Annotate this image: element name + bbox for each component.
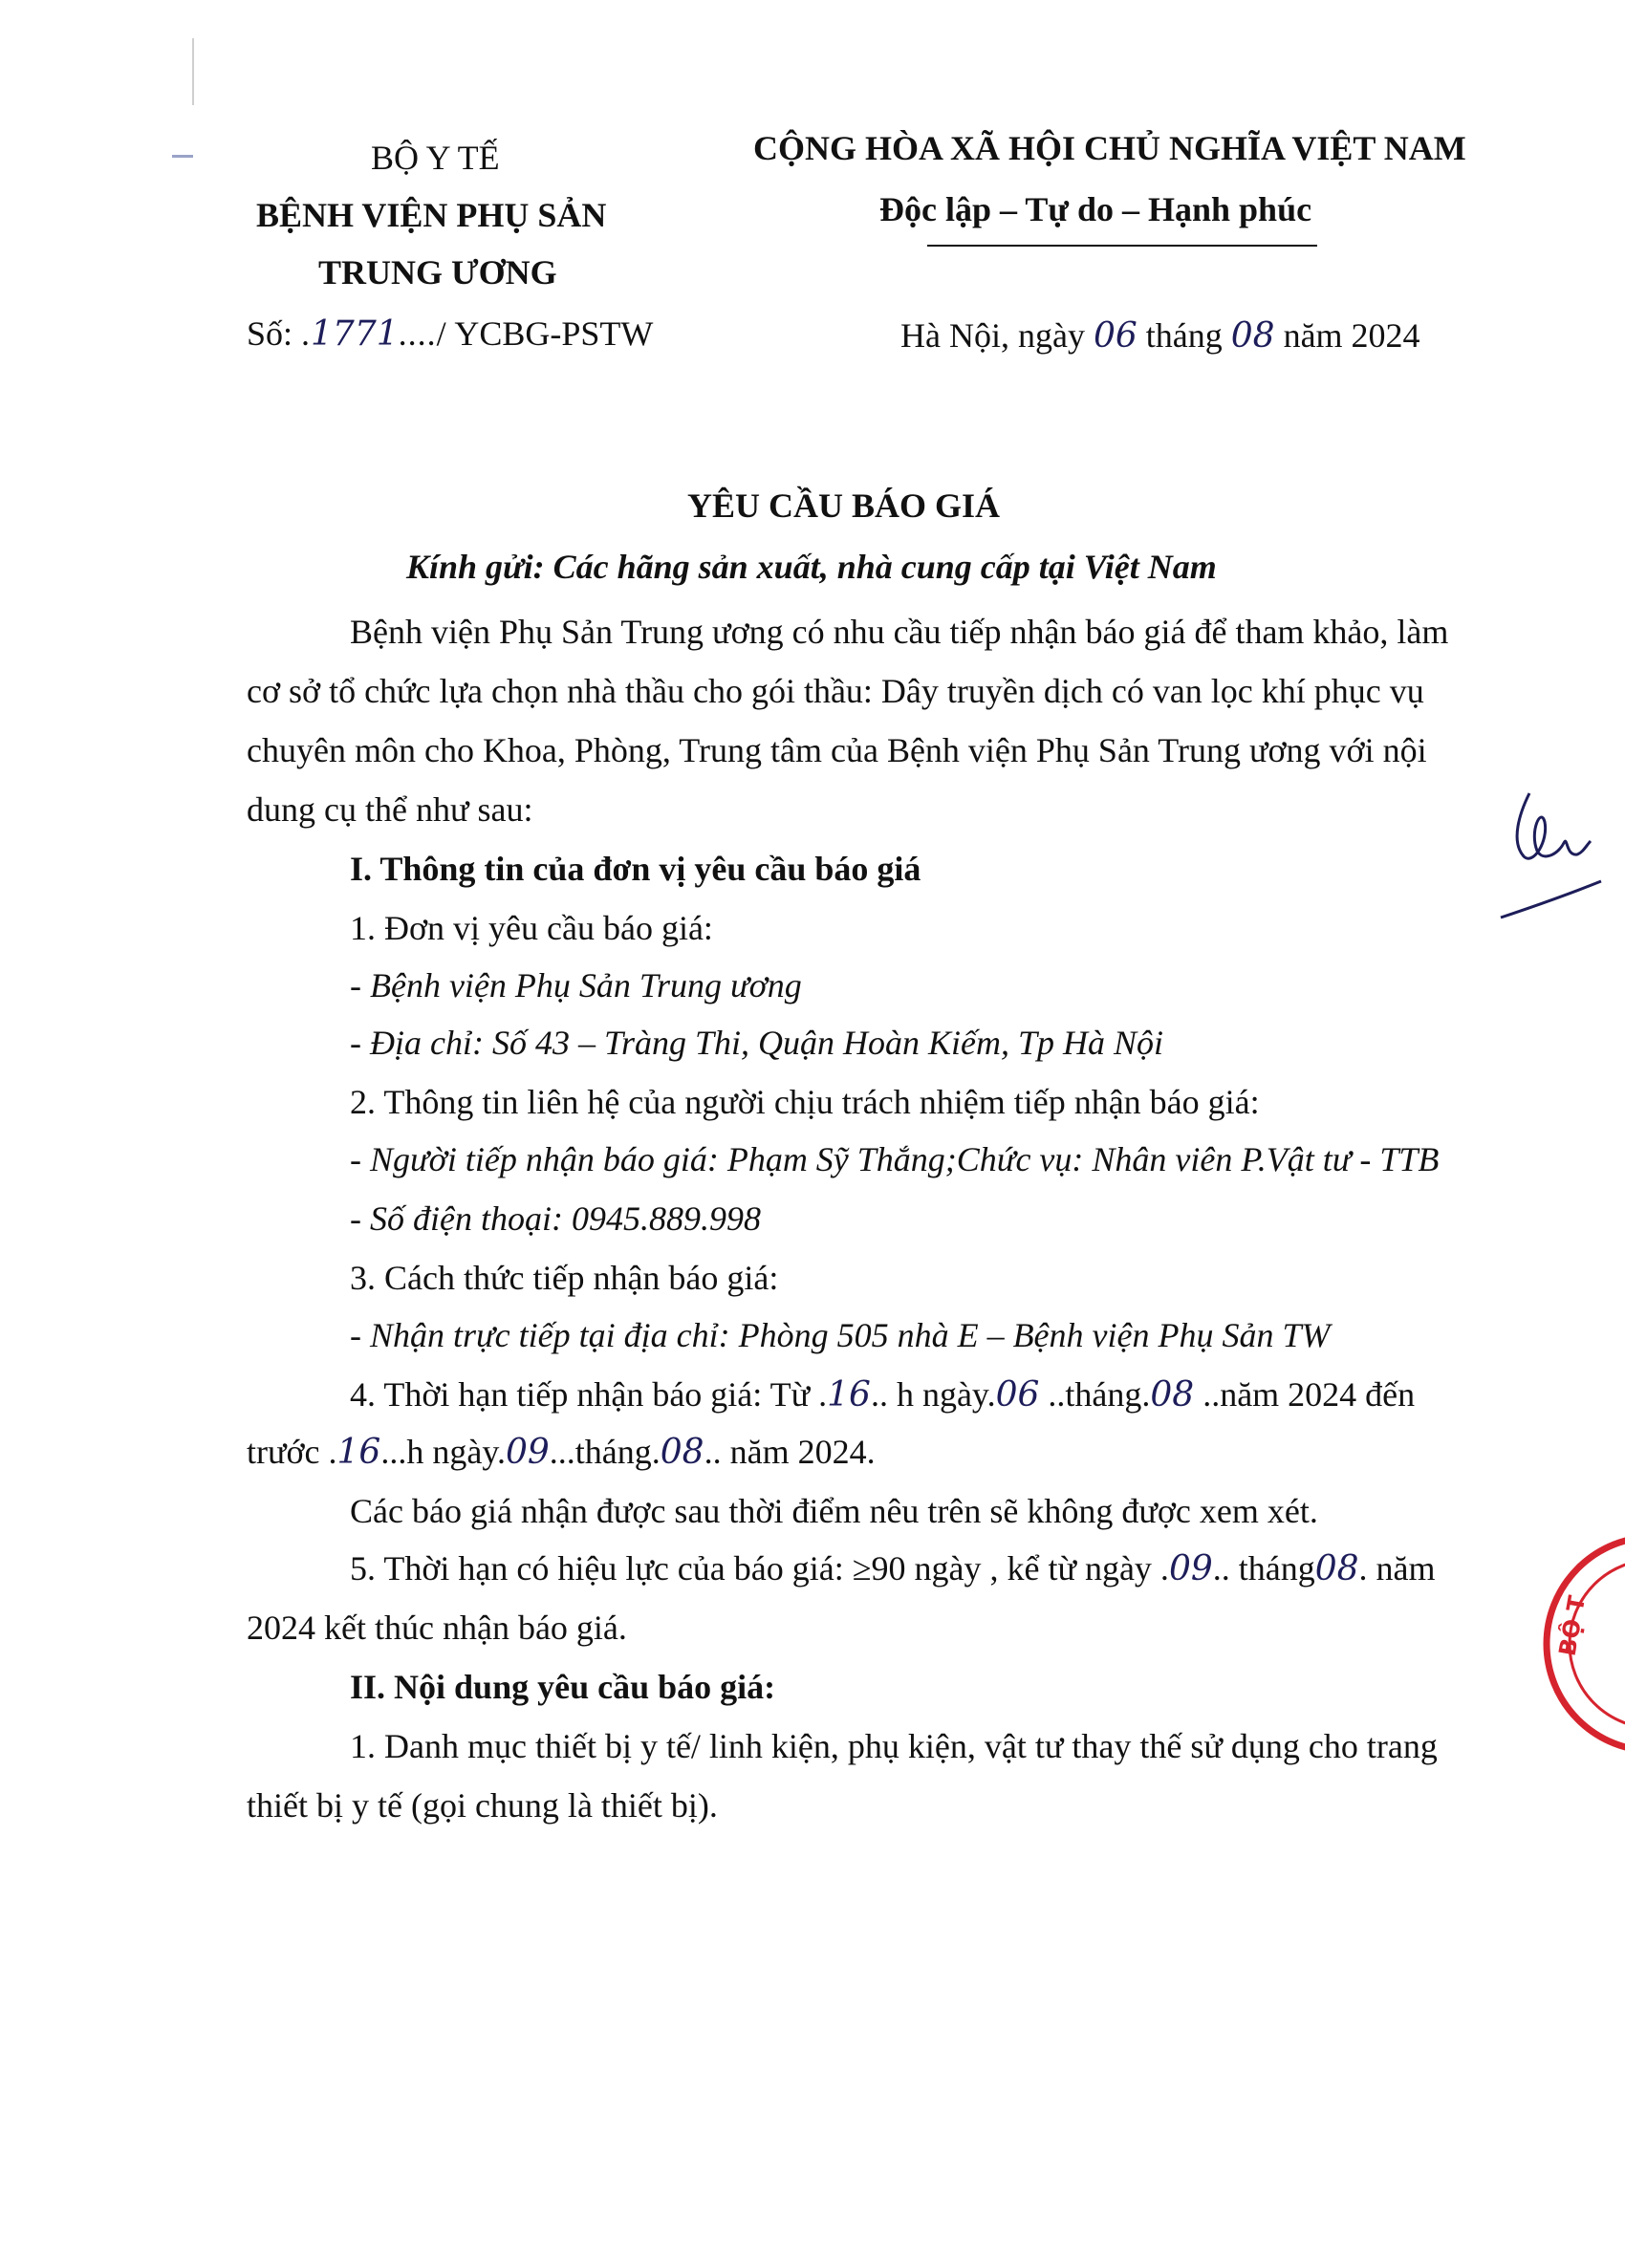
margin-initials-signature: [1491, 774, 1606, 937]
official-stamp-partial: [1510, 1529, 1625, 1759]
item4-hour-from-handwritten: 16: [827, 1375, 871, 1415]
document-number: [247, 313, 653, 354]
item4-month-from-handwritten: 08: [1150, 1375, 1195, 1415]
item4-text-year-to: ..năm 2024 đến: [1202, 1375, 1416, 1414]
intro-line-3: chuyên môn cho Khoa, Phòng, Trung tâm của Bệnh viện Phụ Sản Trung ương với nội: [247, 731, 1427, 769]
receiving-method: - Nhận trực tiếp tại địa chỉ: Phòng 505 nhà E – Bệnh viện Phụ Sản TW: [350, 1316, 1331, 1354]
item4-text-month: ..tháng.: [1048, 1375, 1151, 1414]
item5-text-year: . năm: [1358, 1549, 1436, 1588]
section2-heading: II. Nội dung yêu cầu báo giá:: [350, 1668, 776, 1706]
receiver-phone: - Số điện thoại: 0945.889.998: [350, 1199, 761, 1238]
section2-item1-line1: 1. Danh mục thiết bị y tế/ linh kiện, phụ kiện, vật tư thay thế sử dụng cho trang: [350, 1727, 1438, 1765]
date-year: năm 2024: [1283, 316, 1420, 355]
item4-text-year-2: .. năm 2024.: [704, 1433, 876, 1471]
item5-text-validity: 5. Thời hạn có hiệu lực của báo giá: ≥90 ngày , kể từ ngày .: [350, 1549, 1169, 1588]
section1-item5-line1: [350, 1548, 1436, 1588]
date-month-handwritten: 08: [1230, 316, 1275, 356]
intro-line-2: cơ sở tổ chức lựa chọn nhà thầu cho gói thầu: Dây truyền dịch có van lọc khí phục vụ: [247, 672, 1424, 710]
document-number-handwritten: 1771: [311, 314, 399, 354]
document-number-suffix: YCBG-PSTW: [454, 314, 654, 353]
late-quote-note: Các báo giá nhận được sau thời điểm nêu trên sẽ không được xem xét.: [350, 1492, 1318, 1530]
stamp-text: BỘ T: [1553, 1593, 1592, 1658]
recipient-line: Kính gửi: Các hãng sản xuất, nhà cung cấp tại Việt Nam: [406, 548, 1217, 586]
motto-underline: [927, 245, 1317, 247]
item4-text-hour-day-2: ...h ngày.: [380, 1433, 506, 1471]
item4-day-from-handwritten: 06: [995, 1375, 1040, 1415]
section1-item1: 1. Đơn vị yêu cầu báo giá:: [350, 909, 713, 947]
item5-month-handwritten: 08: [1314, 1549, 1359, 1588]
item4-text-hour-day: .. h ngày.: [870, 1375, 996, 1414]
section1-item2: 2. Thông tin liên hệ của người chịu trách nhiệm tiếp nhận báo giá:: [350, 1083, 1260, 1121]
unit-address: - Địa chỉ: Số 43 – Tràng Thi, Quận Hoàn Kiếm, Tp Hà Nội: [350, 1024, 1164, 1062]
document-date: [900, 315, 1420, 356]
section1-item3: 3. Cách thức tiếp nhận báo giá:: [350, 1259, 779, 1297]
item4-hour-to-handwritten: 16: [336, 1433, 381, 1472]
item4-dots-2: .: [319, 1433, 337, 1471]
nation-title: CỘNG HÒA XÃ HỘI CHỦ NGHĨA VIỆT NAM: [753, 129, 1466, 167]
item4-text-month-2: ...tháng.: [549, 1433, 661, 1471]
item4-text-before: trước: [247, 1433, 320, 1471]
unit-name: - Bệnh viện Phụ Sản Trung ương: [350, 966, 802, 1004]
national-motto: Độc lập – Tự do – Hạnh phúc: [879, 190, 1312, 228]
scan-mark-vertical: [192, 38, 194, 105]
item4-day-to-handwritten: 09: [505, 1433, 550, 1472]
hospital-name-line2: TRUNG ƯƠNG: [318, 253, 557, 292]
item5-text-month: .. tháng: [1212, 1549, 1315, 1588]
date-month-label: tháng: [1145, 316, 1223, 355]
item4-month-to-handwritten: 08: [660, 1433, 704, 1472]
section1-item4-line1: [350, 1374, 1415, 1415]
intro-line-1: Bệnh viện Phụ Sản Trung ương có nhu cầu tiếp nhận báo giá để tham khảo, làm: [350, 613, 1449, 651]
hospital-name-line1: BỆNH VIỆN PHỤ SẢN: [256, 196, 607, 234]
section2-item1-line2: thiết bị y tế (gọi chung là thiết bị).: [247, 1786, 718, 1825]
section1-item4-line2: [247, 1432, 876, 1472]
ministry-name: BỘ Y TẾ: [371, 139, 500, 177]
item5-day-handwritten: 09: [1168, 1549, 1213, 1588]
section1-item5-line2: 2024 kết thúc nhận báo giá.: [247, 1609, 627, 1647]
document-title: YÊU CẦU BÁO GIÁ: [687, 486, 1001, 525]
receiver-info: - Người tiếp nhận báo giá: Phạm Sỹ Thắng;Chức vụ: Nhân viên P.Vật tư - TTB: [350, 1140, 1440, 1178]
document-number-label: Số:: [247, 314, 293, 353]
date-prefix: Hà Nội, ngày: [900, 316, 1085, 355]
intro-line-4: dung cụ thể như sau:: [247, 790, 533, 829]
document-number-dots: .: [301, 314, 312, 353]
item4-dots-1: .: [818, 1375, 828, 1414]
section1-heading: I. Thông tin của đơn vị yêu cầu báo giá: [350, 850, 921, 888]
date-day-handwritten: 06: [1093, 316, 1138, 356]
scan-mark-dash: [172, 155, 193, 158]
document-number-dots-after: ..../: [398, 314, 447, 353]
item4-text-from: 4. Thời hạn tiếp nhận báo giá: Từ: [350, 1375, 811, 1414]
